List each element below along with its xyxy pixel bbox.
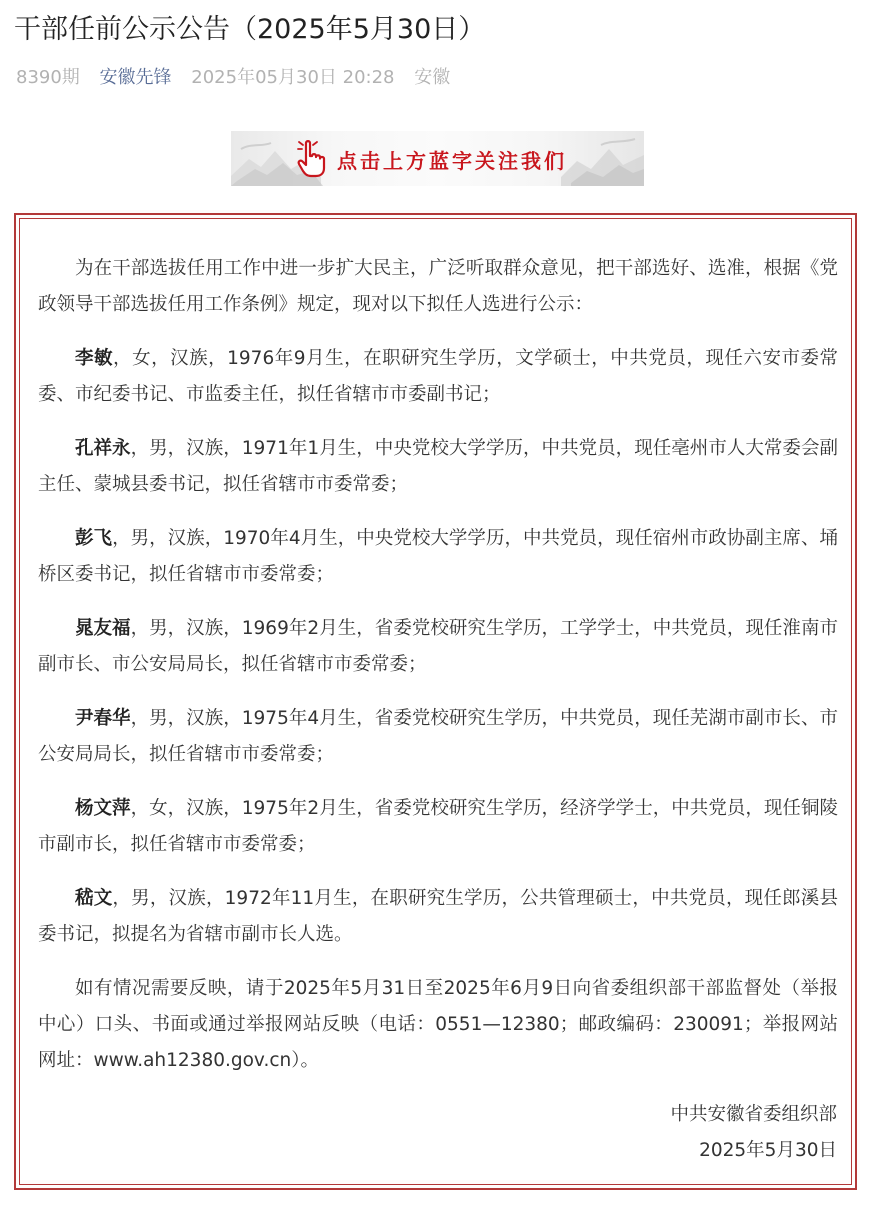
candidate-paragraph [38, 791, 838, 863]
issue-date: 2025年5月30日 [699, 1140, 837, 1161]
pointing-hand-icon [297, 139, 327, 179]
publish-region: 安徽 [414, 67, 451, 88]
publish-datetime: 2025年05月30日 20:28 [191, 67, 395, 88]
candidate-detail: ，男，汉族，1969年2月生，省委党校研究生学历，工学学士，中共党员，现任淮南市副市长、市公安局局长，拟任省辖市市委常委； [38, 618, 838, 675]
candidate-paragraph [38, 611, 838, 683]
notice-signature [670, 1097, 837, 1169]
candidate-detail: ，男，汉族，1970年4月生，中央党校大学学历，中共党员，现任宿州市政协副主席、埇桥区委书记，拟任省辖市市委常委； [38, 528, 838, 585]
candidate-paragraph [38, 521, 838, 593]
candidate-name: 晁友福 [75, 618, 131, 639]
candidate-paragraph [38, 701, 838, 773]
candidate-detail: ，女，汉族，1976年9月生，在职研究生学历，文学硕士，中共党员，现任六安市委常委、市纪委书记、市监委主任，拟任省辖市市委副书记； [38, 348, 838, 405]
article-meta [16, 64, 464, 92]
candidate-name: 彭飞 [75, 528, 113, 549]
follow-banner[interactable] [231, 131, 644, 186]
candidate-name: 李敏 [75, 348, 114, 369]
candidate-detail: ，男，汉族，1972年11月生，在职研究生学历，公共管理硕士，中共党员，现任郎溪县委书记，拟提名为省辖市副市长人选。 [38, 888, 838, 945]
issuer-name: 中共安徽省委组织部 [670, 1104, 837, 1125]
candidate-name: 杨文萍 [75, 798, 131, 819]
feedback-paragraph: 如有情况需要反映，请于2025年5月31日至2025年6月9日向省委组织部干部监督处（举报中心）口头、书面或通过举报网站反映（电话：0551—12380；邮政编码：230091；举报网站网址：www.ah12380.gov.cn）。 [38, 978, 838, 1071]
follow-banner-text: 点击上方蓝字关注我们 [337, 149, 567, 173]
intro-paragraph: 为在干部选拔任用工作中进一步扩大民主，广泛听取群众意见，把干部选好、选准，根据《党政领导干部选拔任用工作条例》规定，现对以下拟任人选进行公示： [38, 258, 838, 315]
issue-number: 8390期 [16, 67, 80, 88]
article-title: 干部任前公示公告（2025年5月30日） [14, 14, 486, 45]
notice-body [38, 251, 838, 1097]
account-name-link[interactable]: 安徽先锋 [99, 67, 172, 88]
candidate-name: 嵇文 [75, 888, 113, 909]
candidate-paragraph [38, 341, 838, 413]
candidate-name: 尹春华 [75, 708, 131, 729]
candidate-paragraph [38, 881, 838, 953]
candidate-paragraph [38, 431, 838, 503]
candidate-detail: ，女，汉族，1975年2月生，省委党校研究生学历，经济学学士，中共党员，现任铜陵市副市长，拟任省辖市市委常委； [38, 798, 838, 855]
candidate-detail: ，男，汉族，1975年4月生，省委党校研究生学历，中共党员，现任芜湖市副市长、市公安局局长，拟任省辖市市委常委； [38, 708, 838, 765]
candidate-name: 孔祥永 [75, 438, 131, 459]
candidate-detail: ，男，汉族，1971年1月生，中央党校大学学历，中共党员，现任亳州市人大常委会副主任、蒙城县委书记，拟任省辖市市委常委； [38, 438, 838, 495]
